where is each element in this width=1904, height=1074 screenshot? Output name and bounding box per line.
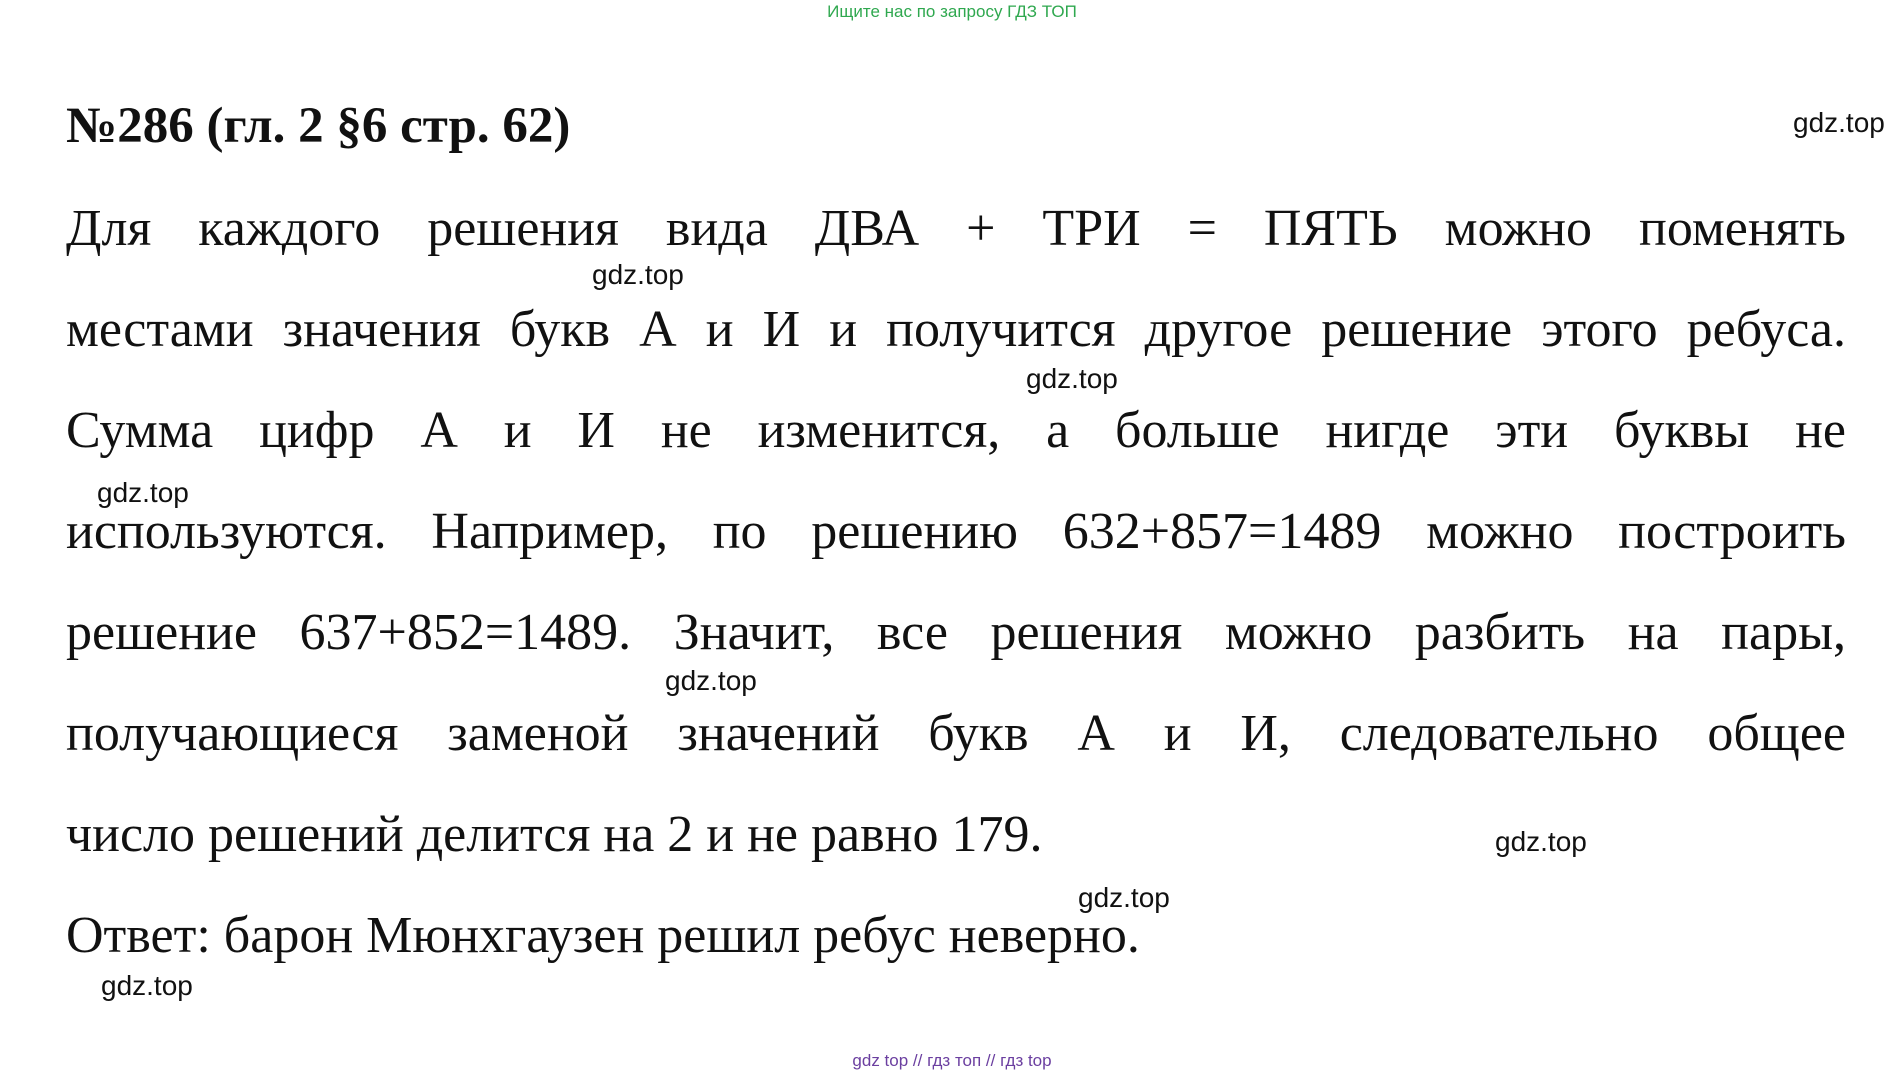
answer-line: Ответ: барон Мюнхгаузен решил ребус неверно. (66, 907, 1140, 964)
watermark: gdz.top (592, 259, 684, 290)
watermark: gdz.top (665, 665, 757, 696)
watermark: gdz.top (97, 477, 189, 508)
watermark: gdz.top (101, 970, 193, 1001)
text-line-7: число решений делится на 2 и не равно 179. (66, 806, 1043, 863)
text-line-5: решение 637+852=1489. Значит, все решения можно разбить на пары, (66, 604, 1846, 661)
watermark: gdz.top (1495, 826, 1587, 857)
text-line-3: Сумма цифр А и И не изменится, а больше нигде эти буквы не (66, 402, 1846, 459)
top-banner: Ищите нас по запросу ГДЗ ТОП (827, 2, 1077, 21)
footer-text: gdz top // гдз топ // гдз top (852, 1051, 1052, 1070)
text-line-6: получающиеся заменой значений букв А и И, следовательно общее (66, 705, 1846, 762)
watermark: gdz.top (1026, 363, 1118, 394)
watermark: gdz.top (1078, 882, 1170, 913)
text-line-1: Для каждого решения вида ДВА + ТРИ = ПЯТЬ можно поменять (66, 200, 1846, 257)
watermark: gdz.top (1793, 107, 1885, 138)
text-line-2: местами значения букв А и И и получится другое решение этого ребуса. (66, 301, 1846, 358)
text-line-4: используются. Например, по решению 632+857=1489 можно построить (66, 503, 1846, 560)
page-title: №286 (гл. 2 §6 стр. 62) (66, 98, 571, 154)
